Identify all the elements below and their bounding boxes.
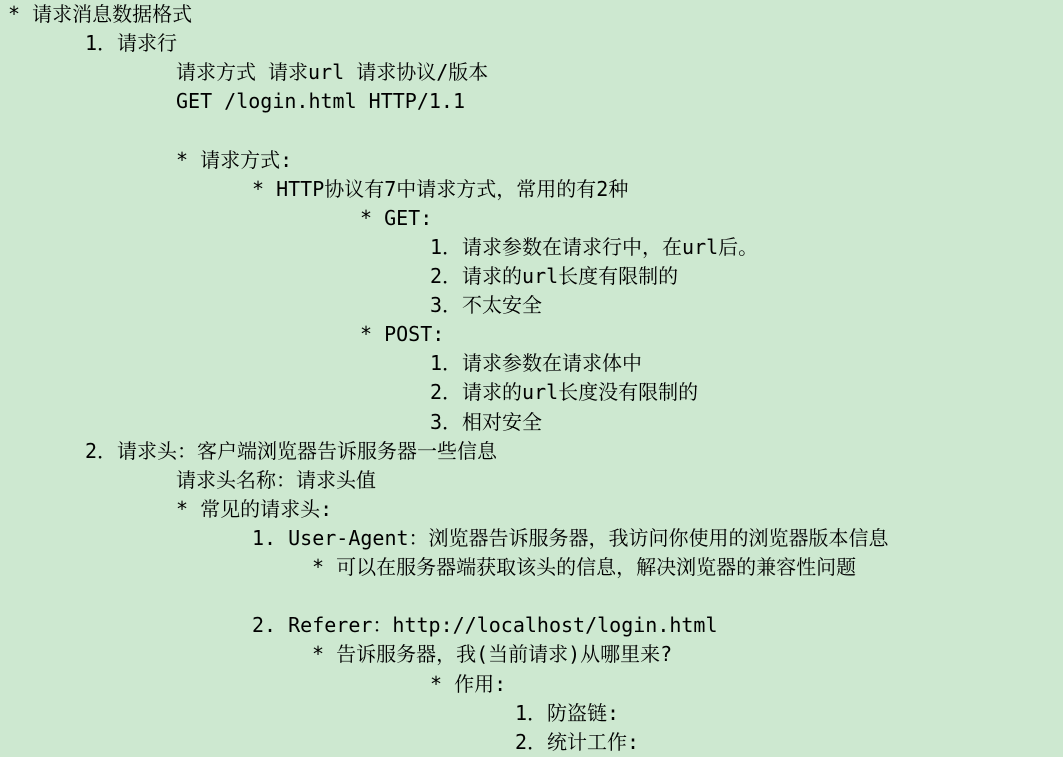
text-line: GET /login.html HTTP/1.1 (176, 89, 465, 114)
text-line: 2．请求的url长度没有限制的 (430, 380, 699, 405)
text-line: 1．请求行 (85, 31, 178, 56)
text-line: * 作用: (430, 671, 507, 696)
text-line: * 告诉服务器，我(当前请求)从哪里来? (312, 642, 673, 667)
text-line: 请求头名称：请求头值 (176, 467, 376, 492)
text-line: * 可以在服务器端获取该头的信息，解决浏览器的兼容性问题 (312, 555, 857, 580)
blank-line (0, 116, 1063, 145)
text-line: 3．相对安全 (430, 409, 543, 434)
text-line: * 请求方式: (176, 147, 293, 172)
text-line: 2. Referer：http://localhost/login.html (252, 613, 718, 638)
text-line: * POST: (360, 322, 445, 347)
blank-line (0, 582, 1063, 611)
text-line: 2．统计工作: (515, 729, 640, 754)
text-line: * GET: (360, 205, 433, 230)
text-line: 1．请求参数在请求体中 (430, 351, 643, 376)
text-line: 1. User-Agent：浏览器告诉服务器，我访问你使用的浏览器版本信息 (252, 525, 889, 550)
text-line: 3．不太安全 (430, 293, 543, 318)
text-line: 2．请求头：客户端浏览器告诉服务器一些信息 (85, 438, 498, 463)
text-line: * 常见的请求头: (176, 496, 333, 521)
text-line: 请求方式 请求url 请求协议/版本 (176, 60, 489, 85)
text-line: 1．防盗链: (515, 700, 620, 725)
text-line: 2．请求的url长度有限制的 (430, 263, 679, 288)
text-line: 1．请求参数在请求行中，在url后。 (430, 234, 759, 259)
text-line: * 请求消息数据格式 (8, 2, 193, 26)
text-line: * HTTP协议有7中请求方式，常用的有2种 (252, 176, 629, 201)
